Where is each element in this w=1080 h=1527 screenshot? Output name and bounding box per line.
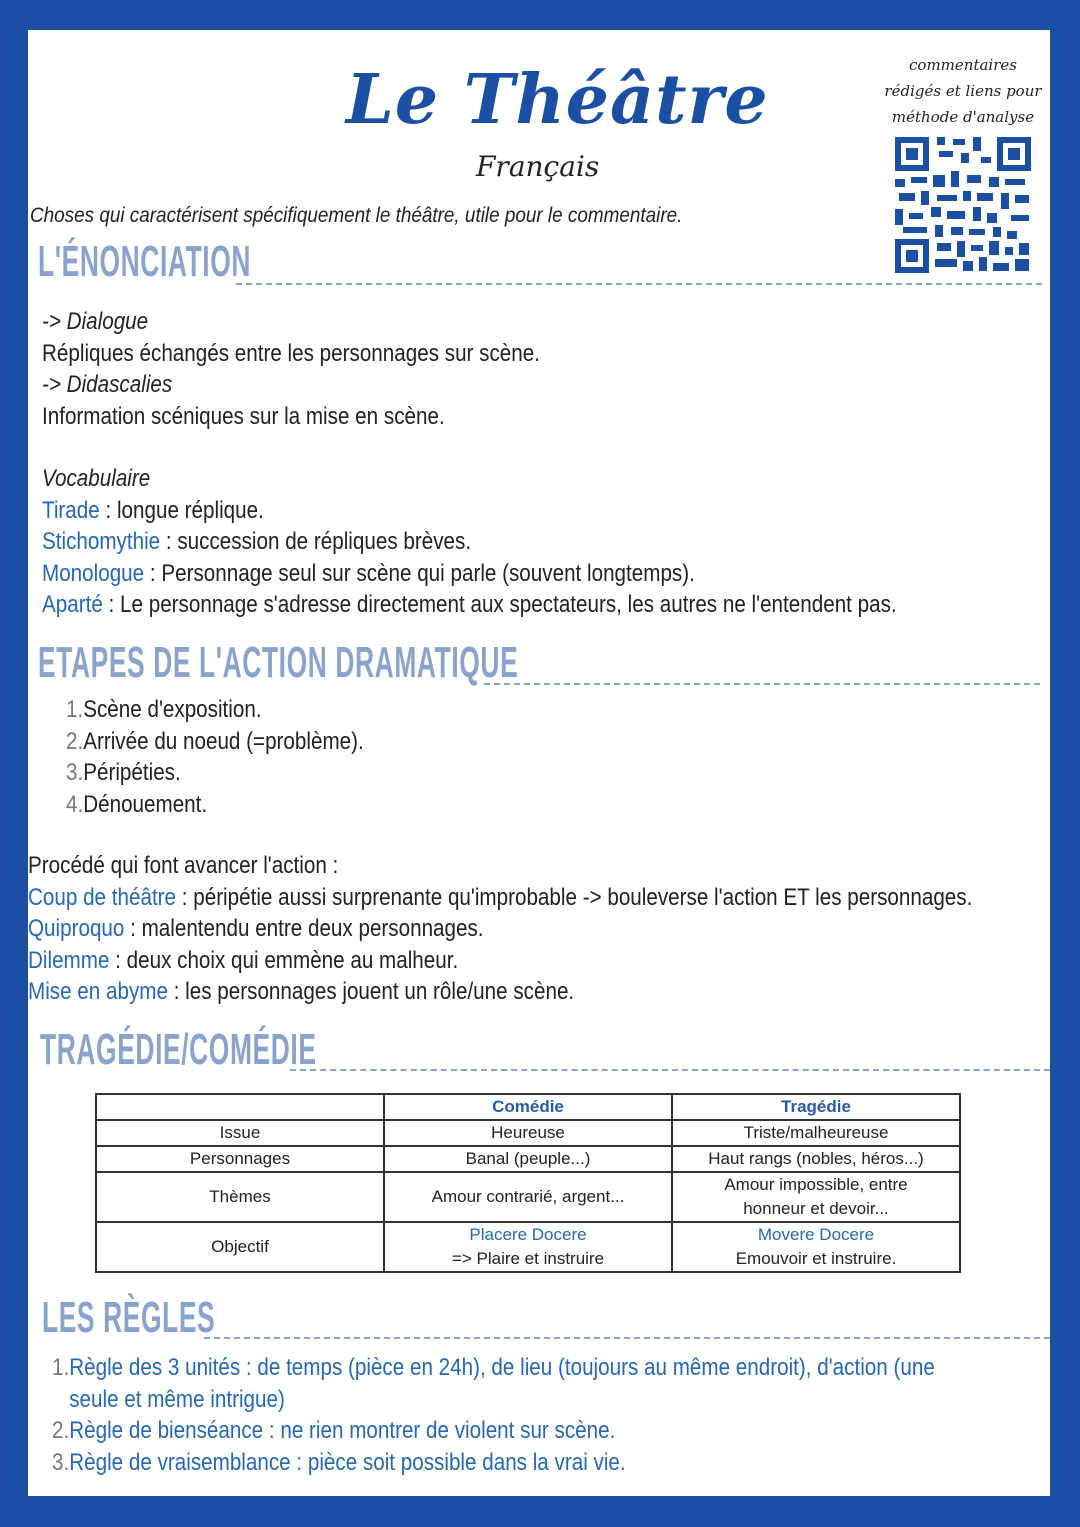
list-text: Règle des 3 unités : de temps (pièce en 24h), de lieu (toujours au même endroit), d'action (une [69, 1354, 935, 1381]
section-heading-enonciation: L'ÉNONCIATION [38, 237, 252, 286]
cell-line: Emouvoir et instruire. [735, 1249, 897, 1268]
vocab-term: Aparté [42, 591, 103, 618]
list-number: 3. [52, 1448, 70, 1476]
qr-caption-line: rédigés et liens pour [884, 82, 1042, 100]
list-number: 2. [52, 1417, 70, 1444]
list-text: Règle de vraisemblance : pièce soit possible dans la vrai vie. [69, 1448, 626, 1476]
section-heading-etapes: ETAPES DE L'ACTION DRAMATIQUE [38, 638, 519, 687]
section-heading-tragedie: TRAGÉDIE/COMÉDIE [40, 1025, 317, 1074]
list-item [66, 757, 364, 789]
list-item [66, 789, 364, 821]
vocab-item [42, 495, 897, 527]
tragedie-cell [672, 1172, 960, 1222]
section-rule [290, 1069, 1050, 1071]
row-label: Personnages [96, 1146, 384, 1172]
section-heading-regles: LES RÈGLES [42, 1293, 216, 1342]
page-title: Le Théâtre [346, 60, 769, 140]
table-row [96, 1120, 960, 1146]
table-header-comedie: Comédie [384, 1094, 672, 1120]
procede-term: Dilemme [28, 946, 110, 974]
tragedie-cell [672, 1222, 960, 1272]
list-item [66, 726, 364, 758]
section-rule [236, 283, 1042, 285]
table-cell [96, 1094, 384, 1120]
didascalies-text: Information scéniques sur la mise en scène. [42, 402, 445, 430]
comedie-cell: Amour contrarié, argent... [384, 1172, 672, 1222]
list-item [66, 694, 364, 726]
section-rule [204, 1337, 1050, 1339]
procede-item [28, 945, 972, 977]
procede-item [28, 976, 972, 1008]
procede-def: : péripétie aussi surprenante qu'improbable -> bouleverse l'action ET les personnages. [176, 883, 973, 911]
cell-line: => Plaire et instruire [451, 1249, 605, 1268]
table-row [96, 1222, 960, 1272]
vocab-term: Monologue [42, 559, 145, 587]
procede-item [28, 882, 972, 914]
list-number: 2. [66, 727, 84, 755]
tragedie-cell: Triste/malheureuse [672, 1120, 960, 1146]
cell-line: honneur et devoir... [743, 1199, 889, 1218]
cell-line: Movere Docere [757, 1225, 875, 1244]
comedie-cell [384, 1222, 672, 1272]
didascalies-label: -> Didascalies [42, 371, 173, 398]
comedie-cell: Banal (peuple...) [384, 1146, 672, 1172]
regles-list [52, 1352, 935, 1478]
list-item [52, 1415, 935, 1447]
table-row [96, 1146, 960, 1172]
list-number: 1. [66, 696, 84, 723]
list-text: Règle de bienséance : ne rien montrer de violent sur scène. [69, 1417, 616, 1444]
cell-line: Amour impossible, entre [724, 1175, 908, 1194]
vocab-item [42, 589, 897, 621]
row-label: Thèmes [96, 1172, 384, 1222]
section-rule [484, 683, 1040, 685]
list-item [52, 1447, 935, 1479]
etapes-list [66, 694, 364, 820]
list-item-continuation: seule et même intrigue) [69, 1385, 285, 1413]
table-header-row [96, 1094, 960, 1120]
cell-line: Placere Docere [469, 1225, 587, 1244]
comparison-table [95, 1093, 961, 1273]
list-text: Arrivée du noeud (=problème). [83, 727, 364, 755]
list-item [52, 1352, 935, 1384]
vocab-def: : longue réplique. [99, 496, 264, 524]
vocab-item [42, 526, 897, 558]
procede-def: : malentendu entre deux personnages. [124, 915, 484, 942]
procede-def: : les personnages jouent un rôle/une scène. [167, 978, 575, 1005]
tragedie-cell: Haut rangs (nobles, héros...) [672, 1146, 960, 1172]
procede-item [28, 913, 972, 945]
comedie-cell: Heureuse [384, 1120, 672, 1146]
vocab-def: : Personnage seul sur scène qui parle (souvent longtemps). [144, 559, 695, 587]
procede-term: Quiproquo [28, 915, 125, 942]
vocab-def: : Le personnage s'adresse directement aux spectateurs, les autres ne l'entendent pas. [102, 591, 897, 618]
list-text: Péripéties. [83, 759, 181, 786]
list-number: 1. [52, 1354, 70, 1381]
dialogue-text: Répliques échangés entre les personnages sur scène. [42, 339, 540, 367]
vocab-term: Tirade [42, 496, 100, 524]
procede-def: : deux choix qui emmène au malheur. [109, 946, 459, 974]
procedes-body [28, 850, 972, 1008]
vocab-item [42, 558, 897, 590]
page [28, 30, 1050, 1496]
vocab-term: Stichomythie [42, 528, 161, 555]
procede-term: Coup de théâtre [28, 883, 177, 911]
list-number: 4. [66, 790, 84, 818]
list-text: Dénouement. [83, 790, 208, 818]
table-row [96, 1172, 960, 1222]
list-text: Scène d'exposition. [83, 696, 262, 723]
qr-caption-line: commentaires [909, 56, 1017, 74]
vocab-def: : succession de répliques brèves. [160, 528, 472, 555]
row-label: Objectif [96, 1222, 384, 1272]
qr-code-icon[interactable] [893, 135, 1033, 275]
enonciation-body [42, 306, 897, 621]
page-subtitle: Français [476, 150, 600, 183]
qr-caption-line: méthode d'analyse [891, 108, 1035, 126]
procedes-label: Procédé qui font avancer l'action : [28, 852, 339, 879]
row-label: Issue [96, 1120, 384, 1146]
vocab-label: Vocabulaire [42, 465, 151, 492]
intro-text: Choses qui caractérisent spécifiquement le théâtre, utile pour le commentaire. [30, 204, 683, 227]
list-number: 3. [66, 759, 84, 786]
table-header-tragedie: Tragédie [672, 1094, 960, 1120]
dialogue-label: -> Dialogue [42, 308, 149, 335]
procede-term: Mise en abyme [28, 978, 168, 1005]
qr-caption [880, 52, 1046, 130]
